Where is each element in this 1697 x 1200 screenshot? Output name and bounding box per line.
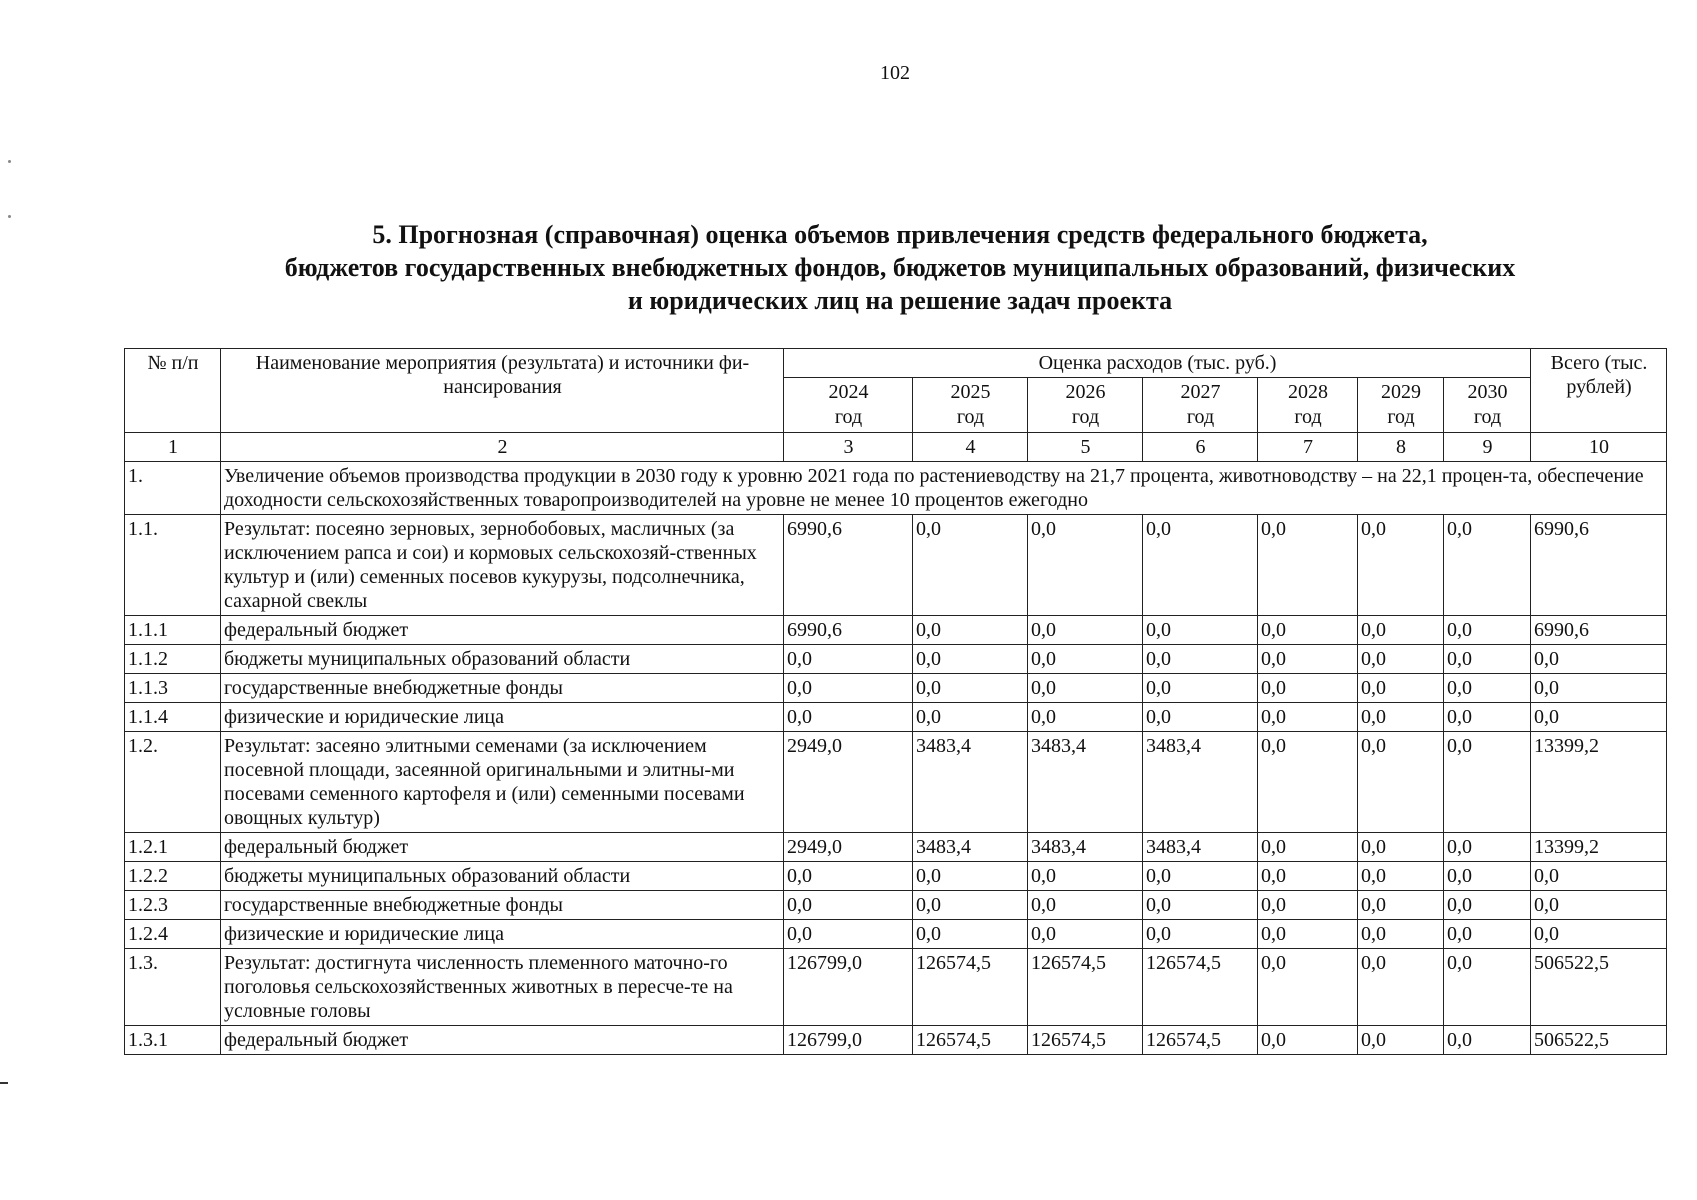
row-total: 13399,2: [1531, 732, 1667, 833]
row-value: 0,0: [1444, 833, 1531, 862]
header-total: Всего (тыс. рублей): [1531, 349, 1667, 433]
row-name: физические и юридические лица: [221, 703, 784, 732]
table-row: [125, 645, 1667, 674]
row-num: 1.1.2: [125, 645, 221, 674]
row-value: 0,0: [1143, 645, 1258, 674]
row-value: 0,0: [1358, 674, 1444, 703]
row-value: 0,0: [1258, 732, 1358, 833]
row-value: 0,0: [1358, 920, 1444, 949]
column-numbers-row: [125, 433, 1667, 462]
table-row: [125, 515, 1667, 616]
row-value: 0,0: [913, 862, 1028, 891]
funding-table: [124, 348, 1667, 1055]
section-row: [125, 462, 1667, 515]
header-name: Наименование мероприятия (результата) и источники фи-нансирования: [221, 349, 784, 433]
row-value: 126574,5: [1028, 1026, 1143, 1055]
row-value: 3483,4: [1028, 732, 1143, 833]
row-name: государственные внебюджетные фонды: [221, 674, 784, 703]
table-header: [125, 349, 1667, 462]
row-name: Результат: достигнута численность племенного маточно-го поголовья сельскохозяйственных животных в пересче-те на условные головы: [221, 949, 784, 1026]
row-total: 0,0: [1531, 703, 1667, 732]
row-value: 0,0: [1028, 920, 1143, 949]
row-value: 0,0: [1258, 645, 1358, 674]
header-year: [913, 378, 1028, 433]
column-number: 5: [1028, 433, 1143, 462]
table-row: [125, 949, 1667, 1026]
row-name: бюджеты муниципальных образований области: [221, 862, 784, 891]
row-value: 0,0: [1444, 645, 1531, 674]
row-num: 1.2.3: [125, 891, 221, 920]
section-num: 1.: [125, 462, 221, 515]
row-value: 0,0: [784, 703, 913, 732]
title-line-2: бюджетов государственных внебюджетных фондов, бюджетов муниципальных образований, физических: [284, 253, 1516, 282]
row-value: 0,0: [913, 616, 1028, 645]
row-name: федеральный бюджет: [221, 1026, 784, 1055]
row-value: 2949,0: [784, 732, 913, 833]
header-year-value: 2024: [828, 381, 869, 403]
header-year: [1444, 378, 1531, 433]
row-value: 126574,5: [913, 949, 1028, 1026]
table-row: [125, 1026, 1667, 1055]
row-value: 0,0: [1358, 732, 1444, 833]
row-value: 0,0: [784, 674, 913, 703]
row-value: 6990,6: [784, 616, 913, 645]
row-value: 0,0: [1358, 515, 1444, 616]
header-year-unit: год: [1186, 406, 1215, 428]
header-estimate: Оценка расходов (тыс. руб.): [784, 349, 1531, 378]
row-value: 0,0: [1028, 891, 1143, 920]
column-number: 8: [1358, 433, 1444, 462]
row-value: 0,0: [913, 920, 1028, 949]
header-year-value: 2028: [1288, 381, 1328, 403]
row-value: 126574,5: [913, 1026, 1028, 1055]
row-total: 0,0: [1531, 862, 1667, 891]
row-value: 0,0: [913, 891, 1028, 920]
row-num: 1.3.: [125, 949, 221, 1026]
row-total: 13399,2: [1531, 833, 1667, 862]
scan-edge-mark: [0, 1082, 8, 1084]
row-value: 3483,4: [1143, 833, 1258, 862]
row-value: 126799,0: [784, 1026, 913, 1055]
row-value: 3483,4: [913, 732, 1028, 833]
row-name: федеральный бюджет: [221, 833, 784, 862]
row-value: 0,0: [1358, 949, 1444, 1026]
table-row: [125, 732, 1667, 833]
row-total: 6990,6: [1531, 515, 1667, 616]
header-year-value: 2030: [1467, 381, 1508, 403]
column-number: 10: [1531, 433, 1667, 462]
row-num: 1.1.1: [125, 616, 221, 645]
row-value: 126574,5: [1143, 1026, 1258, 1055]
row-value: 0,0: [1143, 515, 1258, 616]
column-number: 4: [913, 433, 1028, 462]
header-year-unit: год: [956, 406, 985, 428]
row-total: 6990,6: [1531, 616, 1667, 645]
column-number: 7: [1258, 433, 1358, 462]
page-title: [150, 218, 1650, 317]
header-year-value: 2026: [1065, 381, 1106, 403]
row-num: 1.2.: [125, 732, 221, 833]
header-num: № п/п: [125, 349, 221, 433]
row-num: 1.3.1: [125, 1026, 221, 1055]
row-value: 0,0: [1444, 732, 1531, 833]
row-value: 0,0: [1143, 920, 1258, 949]
row-name: государственные внебюджетные фонды: [221, 891, 784, 920]
row-value: 0,0: [1358, 891, 1444, 920]
row-value: 0,0: [1143, 862, 1258, 891]
header-year-unit: год: [1294, 406, 1322, 428]
row-value: 0,0: [1358, 616, 1444, 645]
row-num: 1.1.4: [125, 703, 221, 732]
row-num: 1.2.1: [125, 833, 221, 862]
header-year: [1258, 378, 1358, 433]
row-value: 0,0: [1358, 645, 1444, 674]
row-name: бюджеты муниципальных образований области: [221, 645, 784, 674]
row-value: 0,0: [1028, 703, 1143, 732]
header-year: [1028, 378, 1143, 433]
page-number: 102: [880, 62, 910, 84]
row-value: 0,0: [784, 862, 913, 891]
row-value: 0,0: [1143, 616, 1258, 645]
row-value: 0,0: [784, 891, 913, 920]
row-value: 126574,5: [1028, 949, 1143, 1026]
section-text: Увеличение объемов производства продукции в 2030 году к уровню 2021 года по растениеводству на 21,7 процента, животноводству – на 22,1 процен-та, обеспечение доходности сельскохозяйственных товаропроизводителей на уровне не менее 10 процентов ежегодно: [221, 462, 1667, 515]
title-line-3: и юридических лиц на решение задач проекта: [627, 286, 1173, 315]
row-value: 0,0: [1258, 920, 1358, 949]
table-row: [125, 891, 1667, 920]
row-value: 0,0: [1444, 920, 1531, 949]
row-value: 0,0: [913, 645, 1028, 674]
row-value: 0,0: [1028, 645, 1143, 674]
row-value: 0,0: [1358, 1026, 1444, 1055]
row-total: 506522,5: [1531, 1026, 1667, 1055]
table-row: [125, 674, 1667, 703]
row-value: 0,0: [1258, 674, 1358, 703]
table-body: [125, 462, 1667, 1055]
header-year-value: 2025: [950, 381, 991, 403]
row-value: 0,0: [1444, 703, 1531, 732]
header-year-unit: год: [1387, 406, 1415, 428]
row-total: 0,0: [1531, 891, 1667, 920]
row-name: Результат: посеяно зерновых, зернобобовых, масличных (за исключением рапса и сои) и кормовых сельскохозяй-ственных культур и (или) семенных посевов кукурузы, подсолнечника, сахарной свеклы: [221, 515, 784, 616]
header-year: [1143, 378, 1258, 433]
row-value: 0,0: [1258, 616, 1358, 645]
row-total: 0,0: [1531, 645, 1667, 674]
row-value: 0,0: [1444, 862, 1531, 891]
row-value: 3483,4: [1143, 732, 1258, 833]
row-value: 0,0: [1258, 515, 1358, 616]
row-value: 0,0: [1444, 949, 1531, 1026]
table-row: [125, 833, 1667, 862]
row-value: 0,0: [1444, 515, 1531, 616]
row-value: 0,0: [1143, 703, 1258, 732]
column-number: 9: [1444, 433, 1531, 462]
column-number: 2: [221, 433, 784, 462]
row-value: 6990,6: [784, 515, 913, 616]
row-value: 0,0: [1358, 833, 1444, 862]
column-number: 1: [125, 433, 221, 462]
row-value: 0,0: [1258, 862, 1358, 891]
header-year: [784, 378, 913, 433]
table-row: [125, 703, 1667, 732]
row-value: 0,0: [1028, 862, 1143, 891]
row-value: 0,0: [1444, 616, 1531, 645]
row-name: Результат: засеяно элитными семенами (за исключением посевной площади, засеянной оригинальными и элитны-ми посевами семенного картофеля и (или) семенными посевами овощных культур): [221, 732, 784, 833]
row-num: 1.1.3: [125, 674, 221, 703]
row-total: 506522,5: [1531, 949, 1667, 1026]
title-line-1: 5. Прогнозная (справочная) оценка объемов привлечения средств федерального бюджета,: [372, 220, 1428, 249]
row-value: 0,0: [1143, 891, 1258, 920]
row-num: 1.1.: [125, 515, 221, 616]
row-value: 0,0: [913, 674, 1028, 703]
row-value: 0,0: [1028, 515, 1143, 616]
header-year-unit: год: [1071, 406, 1100, 428]
row-value: 0,0: [784, 920, 913, 949]
header-year-value: 2027: [1180, 381, 1221, 403]
row-value: 0,0: [913, 515, 1028, 616]
row-value: 0,0: [1444, 1026, 1531, 1055]
row-num: 1.2.2: [125, 862, 221, 891]
header-year: [1358, 378, 1444, 433]
row-value: 0,0: [1258, 949, 1358, 1026]
row-value: 0,0: [1444, 891, 1531, 920]
row-value: 0,0: [1358, 703, 1444, 732]
header-year-unit: год: [1473, 406, 1502, 428]
row-value: 2949,0: [784, 833, 913, 862]
row-value: 0,0: [1258, 833, 1358, 862]
header-year-unit: год: [834, 406, 863, 428]
column-number: 6: [1143, 433, 1258, 462]
row-value: 0,0: [784, 645, 913, 674]
row-value: 0,0: [1258, 891, 1358, 920]
row-value: 0,0: [913, 703, 1028, 732]
header-year-value: 2029: [1381, 381, 1421, 403]
row-total: 0,0: [1531, 674, 1667, 703]
row-value: 3483,4: [1028, 833, 1143, 862]
column-number: 3: [784, 433, 913, 462]
row-value: 0,0: [1258, 703, 1358, 732]
row-value: 0,0: [1143, 674, 1258, 703]
row-value: 0,0: [1444, 674, 1531, 703]
row-value: 0,0: [1028, 674, 1143, 703]
row-total: 0,0: [1531, 920, 1667, 949]
scan-speck: [8, 160, 11, 163]
row-value: 0,0: [1358, 862, 1444, 891]
row-value: 126799,0: [784, 949, 913, 1026]
table-row: [125, 616, 1667, 645]
row-name: федеральный бюджет: [221, 616, 784, 645]
row-value: 3483,4: [913, 833, 1028, 862]
row-name: физические и юридические лица: [221, 920, 784, 949]
row-value: 126574,5: [1143, 949, 1258, 1026]
row-value: 0,0: [1258, 1026, 1358, 1055]
row-value: 0,0: [1028, 616, 1143, 645]
scan-speck: [8, 215, 11, 218]
table-row: [125, 862, 1667, 891]
row-num: 1.2.4: [125, 920, 221, 949]
table-row: [125, 920, 1667, 949]
